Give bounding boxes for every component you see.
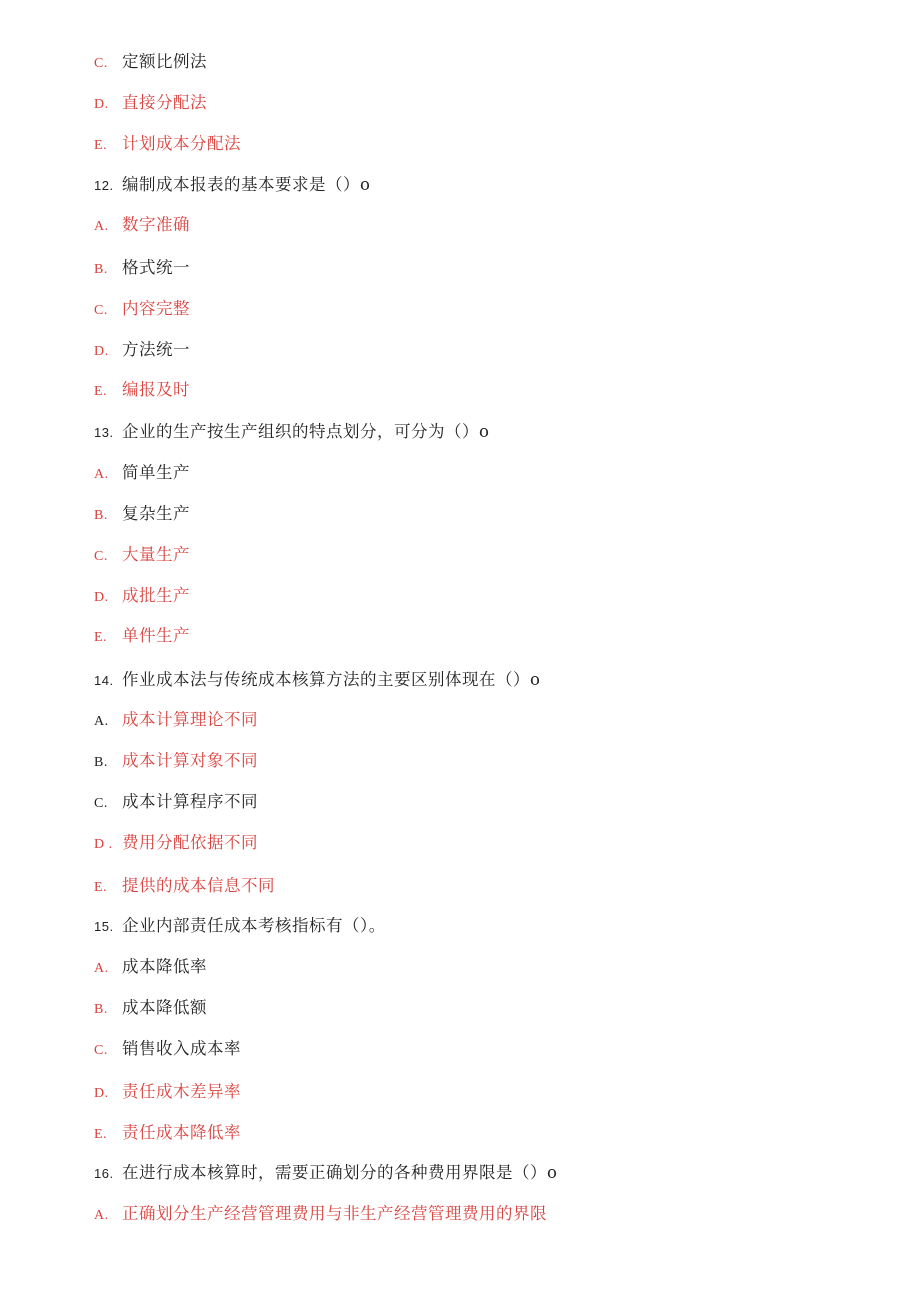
option-14-d — [94, 831, 258, 855]
option-letter: E. — [94, 630, 108, 645]
option-letter: B. — [94, 1002, 108, 1017]
option-letter: D. — [94, 1086, 109, 1101]
option-13-c — [94, 543, 190, 567]
option-text: 直接分配法 — [122, 93, 207, 112]
option-13-b — [94, 502, 190, 526]
question-text: 在进行成本核算时，需要正确划分的各种费用界限是（）o — [122, 1163, 558, 1182]
question-14-stem — [94, 668, 540, 692]
option-11-e — [94, 132, 241, 156]
question-13-stem — [94, 420, 489, 444]
option-letter: A. — [94, 1208, 109, 1223]
option-text: 大量生产 — [122, 545, 190, 564]
option-text: 计划成本分配法 — [122, 134, 241, 153]
question-number: 14. — [94, 673, 114, 688]
option-letter: E. — [94, 880, 108, 895]
option-letter: C. — [94, 303, 108, 318]
option-letter: A. — [94, 961, 109, 976]
option-letter: D . — [94, 837, 113, 852]
question-text: 企业内部责任成本考核指标有（）。 — [122, 916, 386, 935]
option-13-a — [94, 461, 190, 485]
option-text: 内容完整 — [122, 299, 190, 318]
option-14-a — [94, 708, 258, 732]
question-number: 12. — [94, 178, 114, 193]
question-text: 企业的生产按生产组织的特点划分，可分为（）o — [122, 422, 490, 441]
option-11-d — [94, 91, 207, 115]
option-12-d — [94, 338, 190, 362]
option-letter: C. — [94, 796, 108, 811]
option-text: 成批生产 — [122, 586, 190, 605]
option-text: 成本计算理论不同 — [122, 710, 258, 729]
option-text: 成本计算对象不同 — [122, 751, 258, 770]
option-letter: D. — [94, 590, 109, 605]
option-letter: D. — [94, 97, 109, 112]
option-letter: A. — [94, 219, 109, 234]
question-text: 作业成本法与传统成本核算方法的主要区别体现在（）o — [122, 670, 541, 689]
option-letter: C. — [94, 56, 108, 71]
option-letter: E. — [94, 384, 108, 399]
option-14-c — [94, 790, 258, 814]
option-text: 成本降低额 — [122, 998, 207, 1017]
option-text: 成本降低率 — [122, 957, 207, 976]
option-text: 编报及时 — [122, 380, 190, 399]
option-15-c — [94, 1037, 241, 1061]
option-letter: B. — [94, 262, 108, 277]
option-text: 数字准确 — [122, 215, 190, 234]
option-letter: C. — [94, 549, 108, 564]
option-11-c — [94, 50, 207, 74]
option-14-b — [94, 749, 258, 773]
option-letter: A. — [94, 467, 109, 482]
option-16-a — [94, 1202, 547, 1226]
option-text: 费用分配依据不同 — [122, 833, 258, 852]
option-letter: E. — [94, 138, 108, 153]
option-letter: B. — [94, 508, 108, 523]
question-text: 编制成本报表的基本要求是（）o — [122, 175, 371, 194]
question-15-stem — [94, 914, 386, 938]
option-text: 提供的成本信息不同 — [122, 876, 275, 895]
option-letter: B. — [94, 755, 108, 770]
option-12-e — [94, 378, 190, 402]
option-letter: E. — [94, 1127, 108, 1142]
question-number: 13. — [94, 425, 114, 440]
option-13-e — [94, 624, 190, 648]
option-text: 销售收入成本率 — [122, 1039, 241, 1058]
option-text: 成本计算程序不同 — [122, 792, 258, 811]
option-letter: A. — [94, 714, 109, 729]
option-text: 复杂生产 — [122, 504, 190, 523]
option-letter: C. — [94, 1043, 108, 1058]
option-15-a — [94, 955, 207, 979]
option-15-b — [94, 996, 207, 1020]
option-text: 简单生产 — [122, 463, 190, 482]
question-12-stem — [94, 173, 370, 197]
option-text: 单件生产 — [122, 626, 190, 645]
option-15-e — [94, 1121, 241, 1145]
option-text: 格式统一 — [122, 258, 190, 277]
option-12-a — [94, 213, 190, 237]
option-12-c — [94, 297, 190, 321]
option-text: 方法统一 — [122, 340, 190, 359]
option-12-b — [94, 256, 190, 280]
option-text: 定额比例法 — [122, 52, 207, 71]
option-letter: D. — [94, 344, 109, 359]
option-text: 正确划分生产经营管理费用与非生产经营管理费用的界限 — [122, 1204, 547, 1223]
question-number: 15. — [94, 919, 114, 934]
option-15-d — [94, 1080, 241, 1104]
option-13-d — [94, 584, 190, 608]
option-text: 责任成木差异率 — [122, 1082, 241, 1101]
option-text: 责任成本降低率 — [122, 1123, 241, 1142]
option-14-e — [94, 874, 275, 898]
question-16-stem — [94, 1161, 557, 1185]
question-number: 16. — [94, 1166, 114, 1181]
